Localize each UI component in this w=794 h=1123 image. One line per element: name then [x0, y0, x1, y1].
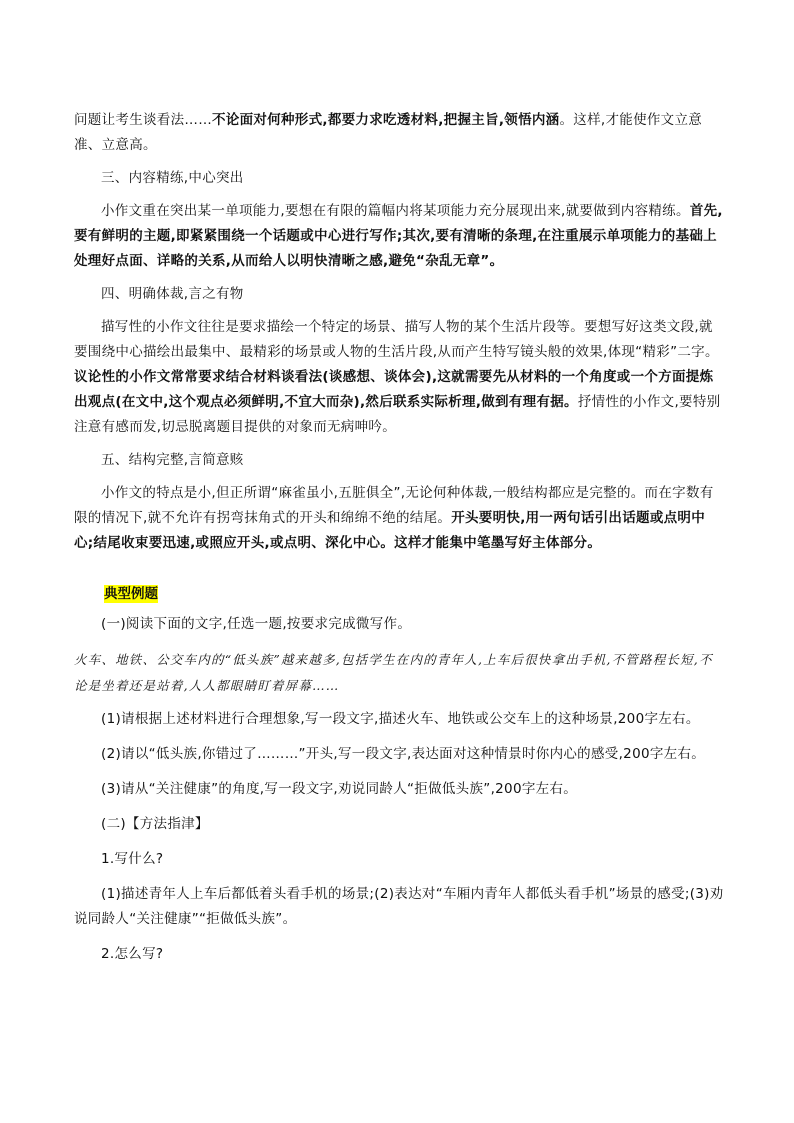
example-part-1: (一)阅读下面的文字,任选一题,按要求完成微写作。 — [101, 616, 412, 632]
section-4-bold-text: 议论性的小作文常常要求结合材料谈看法(谈感想、谈体会),这就需要先从材料的一个角度或一个方面提炼出观点(在文中,这个观点必须鲜明,不宜大而杂),然后联系实际析理,做到有理有据。 — [74, 369, 714, 410]
document-page — [74, 108, 724, 977]
what-to-write-detail: (1)描述青年人上车后都低着头看手机的场景;(2)表达对“车厢内青年人都低头看手机”场景的感受;(3)劝说同龄人“关注健康”“拒做低头族”。 — [74, 886, 724, 927]
example-part-2: (二)【方法指津】 — [101, 816, 209, 832]
intro-text-end: 。这样,才能使作文立意准、立意高。 — [74, 112, 703, 153]
example-label: 典型例题 — [104, 586, 158, 602]
example-question-2: (2)请以“低头族,你错过了………”开头,写一段文字,表达面对这种情景时你内心的感受,200字左右。 — [101, 746, 706, 762]
section-4-text-end: 抒情性的小作文,要特别注意有感而发,切忌脱离题目提供的对象而无病呻吟。 — [74, 394, 721, 435]
intro-paragraph — [74, 108, 724, 158]
how-to-write-heading: 2.怎么写? — [101, 946, 164, 962]
section-5-text: 小作文的特点是小,但正所谓“麻雀虽小,五脏俱全”,无论何种体裁,一般结构都应是完整的。而在字数有限的情况下,就不允许有拐弯抹角式的开头和绵绵不绝的结尾。 — [74, 485, 714, 526]
section-5-bold-text: 开头要明快,用一两句话引出话题或点明中心;结尾收束要迅速,或照应开头,或点明、深化中心。这样才能集中笔墨写好主体部分。 — [74, 510, 706, 551]
section-3-text: 小作文重在突出某一单项能力,要想在有限的篇幅内将某项能力充分展现出来,就要做到内容精练。 — [101, 203, 690, 219]
section-4-heading: 四、明确体裁,言之有物 — [101, 286, 244, 302]
section-3-bold-text: 首先,要有鲜明的主题,即紧紧围绕一个话题或中心进行写作;其次,要有清晰的条理,在注重展示单项能力的基础上处理好点面、详略的关系,从而给人以明快清晰之感,避免“杂乱无章”。 — [74, 203, 723, 269]
intro-bold-text: 不论面对何种形式,都要力求吃透材料,把握主旨,领悟内涵 — [212, 112, 560, 128]
section-3-heading: 三、内容精练,中心突出 — [101, 170, 244, 186]
section-4-text: 描写性的小作文往往是要求描绘一个特定的场景、描写人物的某个生活片段等。要想写好这类文段,就要围绕中心描绘出最集中、最精彩的场景或人物的生活片段,从而产生特写镜头般的效果,体现“精彩”二字。 — [74, 319, 719, 360]
example-label-wrap — [74, 582, 724, 602]
section-4-paragraph — [74, 315, 724, 440]
intro-text: 问题让考生谈看法…… — [74, 112, 212, 128]
section-3-paragraph — [74, 199, 724, 274]
example-question-1: (1)请根据上述材料进行合理想象,写一段文字,描述火车、地铁或公交车上的这种场景,200字左右。 — [101, 711, 700, 727]
example-material: 火车、地铁、公交车内的“低头族”越来越多,包括学生在内的青年人,上车后很快拿出手机,不管路程长短,不论是坐着还是站着,人人都眼睛盯着屏幕…… — [74, 652, 713, 693]
example-question-3: (3)请从“关注健康”的角度,写一段文字,劝说同龄人“拒做低头族”,200字左右。 — [101, 781, 578, 797]
section-5-paragraph — [74, 481, 724, 556]
what-to-write-heading: 1.写什么? — [101, 851, 164, 867]
section-5-heading: 五、结构完整,言简意赅 — [101, 452, 244, 468]
